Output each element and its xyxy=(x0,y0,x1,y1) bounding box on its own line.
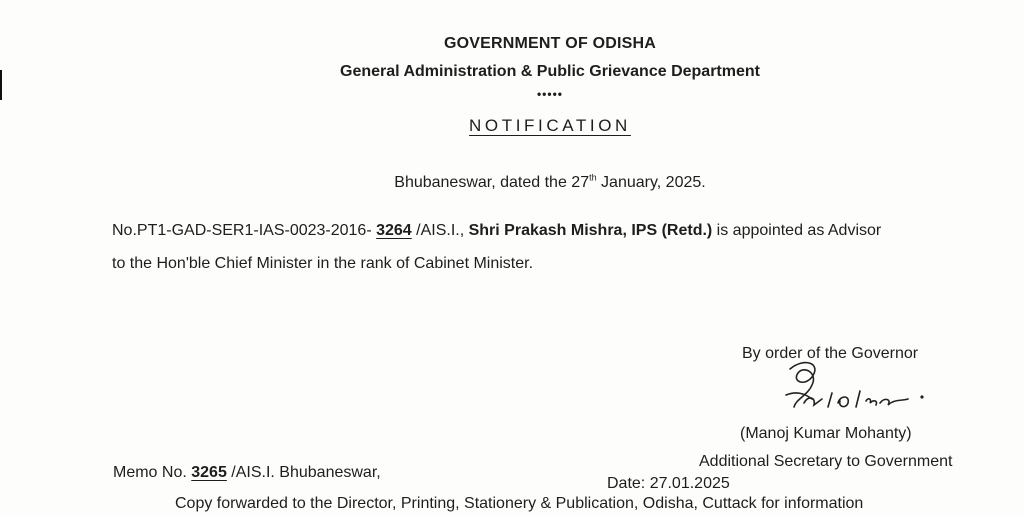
dated-ordinal-suffix: th xyxy=(589,172,597,183)
dated-rest: January, 2025. xyxy=(596,174,706,191)
order-number: 3264 xyxy=(376,222,412,239)
signatory-designation: Additional Secretary to Government xyxy=(699,453,953,470)
order-number-prefix: No.PT1-GAD-SER1-IAS-0023-2016- xyxy=(112,222,377,239)
handwritten-signature xyxy=(782,355,952,425)
appointee-name: Shri Prakash Mishra, IPS (Retd.) xyxy=(468,222,713,239)
signatory-name: (Manoj Kumar Mohanty) xyxy=(740,425,912,442)
memo-number: 3265 xyxy=(191,464,227,481)
order-line-2: to the Hon'ble Chief Minister in the rank of Cabinet Minister. xyxy=(112,255,534,272)
order-text: is appointed as Advisor xyxy=(712,222,882,239)
order-number-suffix: /AIS.I., xyxy=(411,222,469,239)
dated-prefix: Bhubaneswar, dated the 27 xyxy=(394,174,590,191)
order-line-1 xyxy=(112,221,881,241)
government-heading: GOVERNMENT OF ODISHA xyxy=(443,35,656,52)
memo-prefix: Memo No. xyxy=(113,464,192,481)
memo-suffix: /AIS.I. Bhubaneswar, xyxy=(226,464,381,481)
memo-date: Date: 27.01.2025 xyxy=(607,475,730,492)
memo-line xyxy=(113,463,381,483)
by-order-line: By order of the Governor xyxy=(742,345,919,362)
heading-separator: ••••• xyxy=(536,87,563,101)
copy-forwarded-line: Copy forwarded to the Director, Printing, Stationery & Publication, Odisha, Cuttack for information xyxy=(175,495,864,512)
dated-line xyxy=(0,173,1024,193)
notification-title: NOTIFICATION xyxy=(469,116,631,135)
department-heading: General Administration & Public Grievance Department xyxy=(340,63,760,80)
